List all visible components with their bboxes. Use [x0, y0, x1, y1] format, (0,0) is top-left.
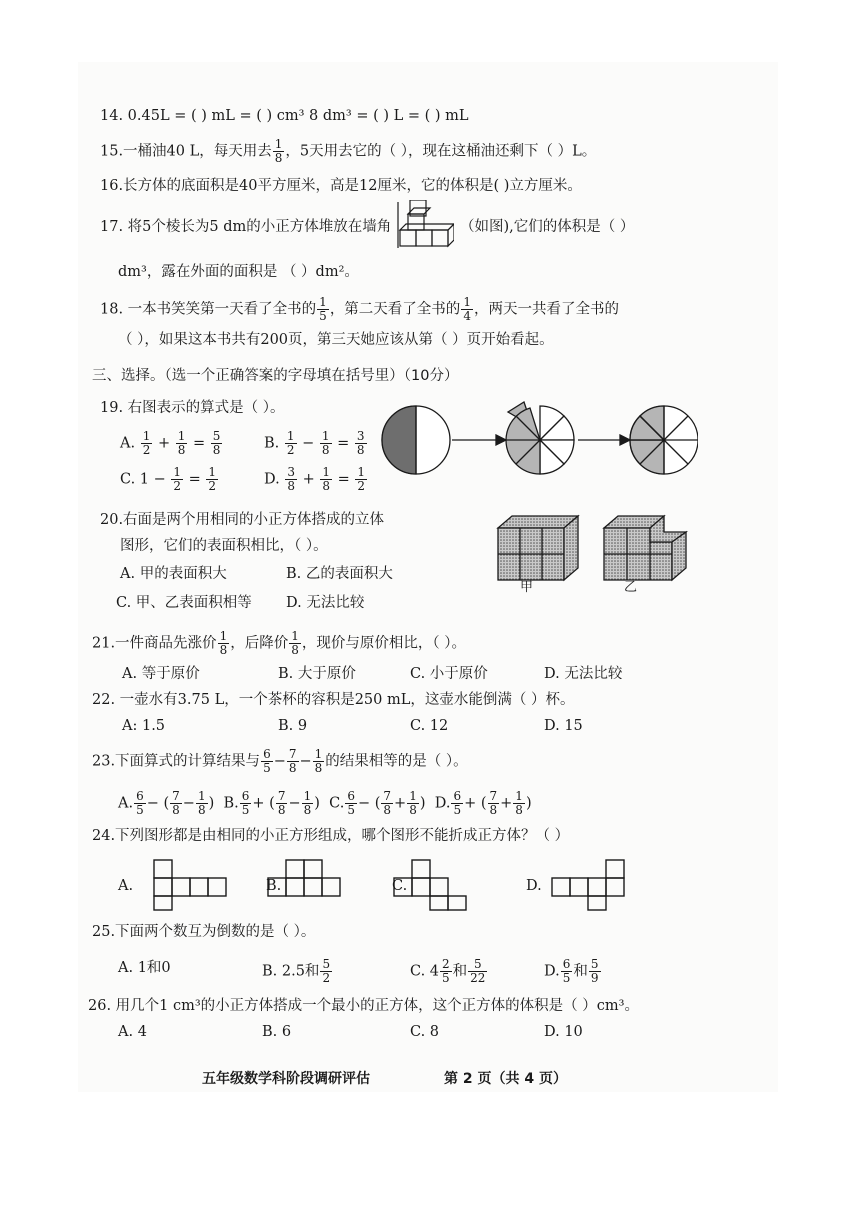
section-3-title: 三、选择。（选一个正确答案的字母填在括号里）（10分） — [92, 368, 459, 384]
denominator: 8 — [288, 761, 297, 775]
question-16: 16.长方体的底面积是40平方厘米，高是12厘米，它的体积是( )立方厘米。 — [100, 178, 582, 194]
denominator: 8 — [212, 443, 221, 457]
q22-option-a: A: 1.5 — [122, 718, 166, 734]
fraction — [171, 466, 183, 493]
fraction: $\frac{5}{22}$ — [470, 957, 486, 985]
q21-mid: ，后降价 — [230, 635, 289, 652]
numerator: 1 — [142, 429, 151, 443]
q21-pre: 21.一件商品先涨价 — [92, 635, 217, 652]
fraction — [218, 630, 230, 657]
q19-option-d — [264, 466, 368, 493]
q15-pre: 15.一桶油40 L，每天用去 — [100, 143, 272, 160]
denominator: 2 — [357, 479, 365, 493]
option-label: C. — [329, 795, 345, 812]
q19-option-a — [120, 430, 223, 457]
denominator: 4 — [463, 309, 471, 323]
fraction — [355, 430, 367, 457]
numerator: 1 — [321, 429, 330, 443]
fraction — [285, 466, 297, 493]
q19-option-c — [120, 466, 219, 493]
numerator: 1 — [319, 295, 327, 309]
option-label: C. 1 − — [120, 471, 166, 488]
fraction: $\frac{2}{5}$ — [442, 957, 450, 985]
numerator: 1 — [357, 465, 365, 479]
label-yi: 乙 — [624, 580, 638, 595]
cube-nets-figure — [148, 856, 648, 912]
fraction — [287, 748, 299, 775]
fraction — [273, 138, 285, 165]
fraction: $\frac{7}{8}$ — [172, 789, 180, 817]
q26-option-c: C. 8 — [410, 1024, 440, 1040]
fraction: $\frac{1}{8}$ — [303, 789, 312, 817]
numerator: 1 — [463, 295, 471, 309]
q20-option-c: C. 甲、乙表面积相等 — [116, 595, 252, 611]
q25-option-b — [262, 958, 333, 985]
option-label: B. — [264, 435, 280, 452]
q26-option-d: D. 10 — [544, 1024, 583, 1040]
fraction — [206, 466, 218, 493]
q21-post: ，现价与原价相比，（ ）。 — [301, 635, 466, 652]
option-text: 和 — [573, 963, 588, 980]
numerator: 1 — [291, 629, 299, 643]
q25-option-a: A. 1和0 — [118, 960, 171, 976]
question-17-a: 17. 将5个棱长为5 dm的小正方体堆放在墙角 — [100, 219, 392, 235]
question-22: 22. 一壶水有3.75 L，一个茶杯的容积是250 mL，这壶水能倒满（ ）杯。 — [92, 692, 575, 708]
question-20-line1: 20.右面是两个用相同的小正方体搭成的立体 — [100, 512, 385, 528]
numerator: 1 — [274, 137, 283, 151]
footer-title: 五年级数学科阶段调研评估 — [202, 1071, 370, 1087]
q18-mid: ，第二天看了全书的 — [329, 301, 461, 318]
operator: − — [302, 435, 315, 452]
q18-post: ，两天一共看了全书的 — [473, 301, 619, 318]
fraction: $\frac{7}{8}$ — [277, 789, 286, 817]
q20-option-a: A. 甲的表面积大 — [120, 566, 227, 582]
denominator: 2 — [208, 479, 217, 493]
q19-option-b — [264, 430, 368, 457]
question-24: 24.下列图形都是由相同的小正方形组成，哪个图形不能折成正方体？（ ） — [92, 828, 570, 844]
stacked-cubes-figure — [396, 200, 454, 252]
q21-option-a: A. 等于原价 — [122, 666, 200, 682]
fraction: $\frac{6}{5}$ — [136, 789, 144, 817]
label-jia: 甲 — [520, 580, 534, 595]
fraction: $\frac{6}{5}$ — [347, 789, 355, 817]
numerator: 6 — [263, 747, 271, 761]
q25-option-c — [410, 958, 488, 985]
operator: = — [337, 435, 350, 452]
fraction — [461, 296, 473, 323]
option-label: B. — [223, 795, 239, 812]
fraction: $\frac{6}{5}$ — [453, 789, 462, 817]
question-17-c: dm³，露在外面的面积是 （ ）dm²。 — [118, 264, 359, 280]
numerator: 1 — [177, 429, 186, 443]
denominator: 8 — [177, 443, 186, 457]
option-label: D. — [264, 471, 280, 488]
operator: = — [337, 471, 350, 488]
question-21 — [92, 630, 466, 657]
fraction — [141, 430, 153, 457]
operator: + — [157, 435, 171, 452]
question-17-b: （如图),它们的体积是（ ） — [460, 219, 635, 235]
fraction — [313, 748, 325, 775]
fraction — [176, 430, 188, 457]
denominator: 8 — [321, 443, 330, 457]
q24-option-d: D. — [526, 878, 542, 894]
q24-option-a: A. — [118, 878, 134, 894]
q26-option-b: B. 6 — [262, 1024, 292, 1040]
q23-post: 的结果相等的是（ ）。 — [325, 753, 468, 770]
q21-option-c: C. 小于原价 — [410, 666, 488, 682]
denominator: 8 — [274, 151, 283, 165]
numerator: 1 — [314, 747, 323, 761]
denominator: 2 — [173, 479, 182, 493]
question-19: 19. 右图表示的算式是（ ）。 — [100, 400, 285, 416]
denominator: 8 — [291, 643, 299, 657]
question-25: 25.下面两个数互为倒数的是（ ）。 — [92, 924, 316, 940]
option-text: C. 4 — [410, 963, 440, 980]
question-18-b: （ ），如果这本书共有200页，第三天她应该从第（ ）页开始看起。 — [118, 332, 554, 348]
denominator: 2 — [286, 443, 295, 457]
q21-option-d: D. 无法比较 — [544, 666, 623, 682]
fraction: $\frac{6}{5}$ — [562, 957, 571, 985]
fraction — [320, 466, 332, 493]
fraction: $\frac{7}{8}$ — [489, 789, 498, 817]
denominator: 8 — [287, 479, 295, 493]
q23-options: A. $\frac{6}{5}$ − ( $\frac{7}{8}$ − $\frac{1}{8}$ ) B. $\frac{6}{5}$ + ( $\frac{7}{8}$ − $\frac{1}{8}$ ) C. $\frac{6}{5}$ − ( $\frac{7}{8}$ + $\frac{1}{8}$ ) D. $\frac{6}{5}$ + ( $\frac{7}{8}$ + $\frac{1}{8}$ ) — [118, 789, 532, 817]
numerator: 1 — [219, 629, 228, 643]
q25-option-d — [544, 958, 602, 985]
option-label: A. — [118, 795, 134, 812]
denominator: 8 — [219, 643, 228, 657]
question-14: 14. 0.45L = ( ) mL = ( ) cm³ 8 dm³ = ( ) L = ( ) mL — [100, 108, 469, 124]
option-text: B. 2.5和 — [262, 963, 320, 980]
option-text: 和 — [452, 963, 468, 980]
fraction: $\frac{1}{8}$ — [409, 789, 417, 817]
denominator: 5 — [319, 309, 327, 323]
numerator: 3 — [356, 429, 365, 443]
q22-option-d: D. 15 — [544, 718, 583, 734]
numerator: 3 — [287, 465, 295, 479]
operator: = — [188, 471, 201, 488]
numerator: 7 — [288, 747, 297, 761]
question-15 — [100, 138, 596, 165]
fraction: $\frac{5}{2}$ — [322, 957, 331, 985]
fraction — [261, 748, 273, 775]
q24-option-b: B. — [266, 878, 282, 894]
fraction: $\frac{7}{8}$ — [383, 789, 392, 817]
fraction — [320, 430, 332, 457]
numerator: 5 — [212, 429, 221, 443]
fraction — [211, 430, 223, 457]
operator: + — [302, 471, 315, 488]
fraction: $\frac{6}{5}$ — [241, 789, 250, 817]
fraction — [289, 630, 301, 657]
q20-option-d: D. 无法比较 — [286, 595, 365, 611]
q22-option-c: C. 12 — [410, 718, 449, 734]
question-20-line2: 图形，它们的表面积相比，（ ）。 — [120, 538, 328, 554]
numerator: 1 — [208, 465, 217, 479]
q20-option-b: B. 乙的表面积大 — [286, 566, 393, 582]
footer-page-number: 第 2 页（共 4 页） — [444, 1071, 567, 1087]
numerator: 1 — [286, 429, 295, 443]
q26-option-a: A. 4 — [118, 1024, 147, 1040]
fraction: $\frac{1}{8}$ — [515, 789, 523, 817]
fraction: $\frac{1}{8}$ — [197, 789, 206, 817]
denominator: 8 — [356, 443, 365, 457]
option-text: D. — [544, 963, 560, 980]
option-label: D. — [434, 795, 451, 812]
numerator: 1 — [173, 465, 182, 479]
fraction — [355, 466, 367, 493]
numerator: 1 — [322, 465, 330, 479]
option-label: A. — [120, 435, 136, 452]
fraction: $\frac{5}{9}$ — [590, 957, 599, 985]
question-18-a — [100, 296, 619, 323]
q21-option-b: B. 大于原价 — [278, 666, 356, 682]
q18-pre: 18. 一本书笑笑第一天看了全书的 — [100, 301, 317, 318]
question-23: 23.下面算式的计算结果与 $\frac{6}{5}$ − $\frac{7}{8}$ − $\frac{1}{8}$ 的结果相等的是（ ）。 — [92, 747, 468, 775]
fraction — [317, 296, 329, 323]
operator: = — [192, 435, 206, 452]
denominator: 2 — [142, 443, 151, 457]
fraction-circles-figure — [378, 398, 698, 482]
denominator: 8 — [322, 479, 330, 493]
q15-post: ，5天用去它的（ ），现在这桶油还剩下（ ）L。 — [285, 143, 597, 160]
denominator: 8 — [314, 761, 323, 775]
question-26: 26. 用几个1 cm³的小正方体搭成一个最小的正方体，这个正方体的体积是（ ）cm³。 — [88, 998, 639, 1014]
fraction — [285, 430, 297, 457]
q23-pre: 23.下面算式的计算结果与 — [92, 753, 261, 770]
q22-option-b: B. 9 — [278, 718, 308, 734]
q24-option-c: C. — [392, 878, 408, 894]
denominator: 5 — [263, 761, 271, 775]
